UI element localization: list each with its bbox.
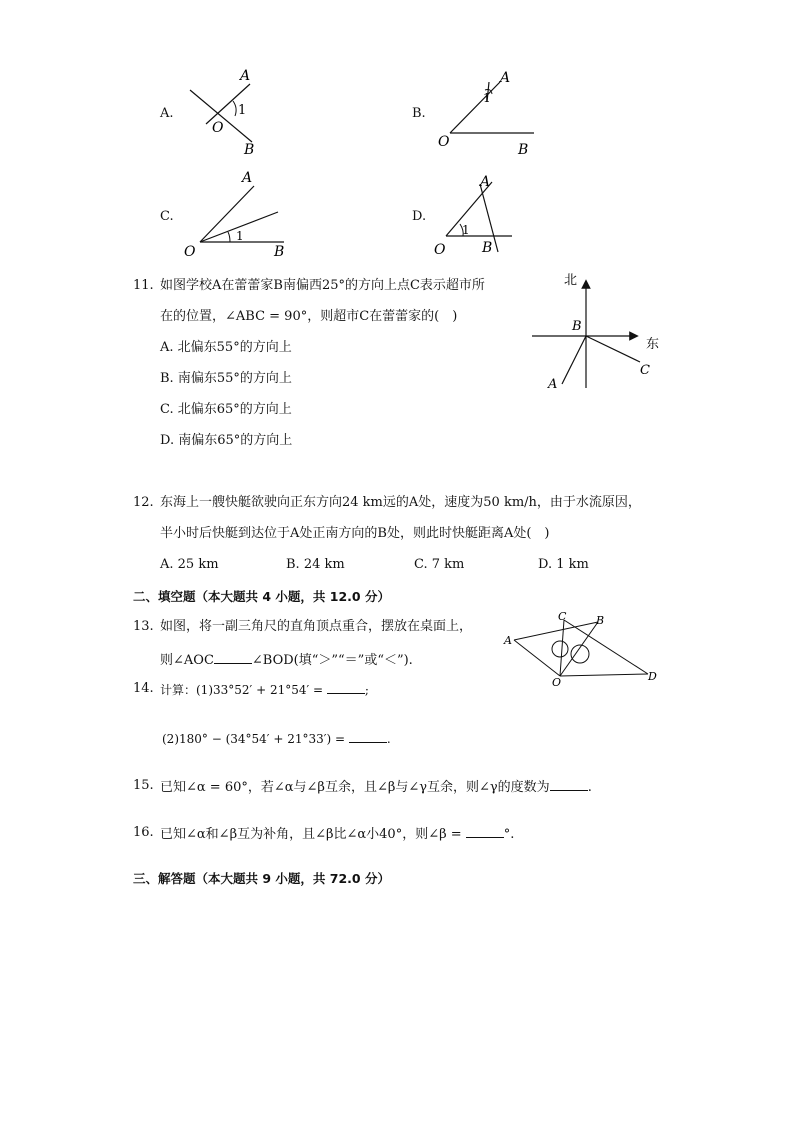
- q10-figure-b: [436, 66, 546, 158]
- q12-line2: 半小时后快艇到达位于A处正南方向的B处，则此时快艇距离A处( ): [160, 526, 550, 541]
- q16-text-post: °.: [503, 827, 515, 842]
- q16-answer-blank[interactable]: [466, 825, 504, 838]
- q12-number: 12.: [133, 495, 154, 510]
- q15-text: [160, 778, 592, 796]
- q13-label-o: O: [552, 676, 562, 688]
- q14-part1-expression: 计算：(1)33°52′ + 21°54′ =: [160, 683, 324, 697]
- q16-number: 16.: [133, 825, 154, 840]
- section-fill-in-heading: 二、填空题（本大题共 4 小题，共 12.0 分）: [133, 589, 390, 604]
- q10-option-c-key: C.: [160, 209, 174, 224]
- q10-option-d-key: D.: [412, 209, 427, 224]
- q15-answer-blank[interactable]: [550, 778, 588, 791]
- q14-part1-blank[interactable]: [327, 681, 365, 694]
- q11-number: 11.: [133, 278, 154, 293]
- q10-b-label-o: O: [438, 134, 450, 150]
- q10-d-label-1: 1: [462, 223, 470, 237]
- q10-b-label-1: 1: [483, 91, 491, 105]
- q10-figure-d: [432, 168, 542, 260]
- q14-part2-blank[interactable]: [349, 730, 387, 743]
- q13-label-a: A: [504, 634, 512, 647]
- q10-option-a-key: A.: [160, 106, 174, 121]
- q11-label-b: B: [572, 319, 582, 334]
- q10-c-label-a: A: [242, 170, 253, 186]
- q10-figure-c: [180, 168, 300, 260]
- q11-option-d: D. 南偏东65°的方向上: [160, 433, 293, 448]
- q16-text-pre: 已知∠α和∠β互为补角，且∠β比∠α小40°，则∠β =: [160, 827, 462, 842]
- section-answer-heading: 三、解答题（本大题共 9 小题，共 72.0 分）: [133, 871, 390, 886]
- north-label: 北: [564, 273, 578, 288]
- q12-option-b: B. 24 km: [286, 557, 345, 572]
- q10-c-label-o: O: [184, 244, 196, 260]
- q10-a-label-b: B: [244, 142, 255, 158]
- q10-figure-a: [186, 66, 276, 158]
- q16-text: [160, 825, 514, 843]
- q10-a-label-a: A: [240, 68, 251, 84]
- q13-line2: [160, 651, 413, 669]
- q11-option-c: C. 北偏东65°的方向上: [160, 402, 292, 417]
- q11-line1: 如图学校A在蕾蕾家B南偏西25°的方向上点C表示超市所: [160, 278, 485, 293]
- q10-b-label-a: A: [500, 70, 511, 86]
- q13-label-b: B: [596, 614, 605, 627]
- q12-option-a: A. 25 km: [160, 557, 219, 572]
- q10-option-b-key: B.: [412, 106, 426, 121]
- q10-d-label-a: A: [480, 174, 491, 190]
- q13-line1: 如图，将一副三角尺的直角顶点重合，摆放在桌面上，: [160, 619, 473, 634]
- east-label: 东: [646, 337, 660, 352]
- q13-label-d: D: [648, 670, 657, 683]
- q10-d-label-b: B: [482, 240, 493, 256]
- q14-number: 14.: [133, 681, 154, 696]
- q14-line2: [162, 730, 391, 747]
- q11-line2: 在的位置，∠ABC = 90°，则超市C在蕾蕾家的( ): [160, 309, 458, 324]
- q13-number: 13.: [133, 619, 154, 634]
- q13-answer-blank[interactable]: [214, 651, 252, 664]
- q15-text-post: .: [587, 780, 592, 795]
- q11-label-c: C: [640, 363, 650, 378]
- q13-line2-post: ∠BOD(填“＞”“＝”或“＜”).: [251, 653, 413, 668]
- q14-part2-expression: (2)180° − (34°54′ + 21°33′) =: [162, 732, 346, 746]
- q10-c-label-1: 1: [236, 229, 244, 243]
- q12-line1: 东海上一艘快艇欲驶向正东方向24 km远的A处，速度为50 km/h，由于水流原因，: [160, 495, 641, 510]
- q10-b-label-b: B: [518, 142, 529, 158]
- q12-option-d: D. 1 km: [538, 557, 589, 572]
- q15-number: 15.: [133, 778, 154, 793]
- q10-d-label-o: O: [434, 242, 446, 258]
- q15-text-pre: 已知∠α = 60°，若∠α与∠β互余，且∠β与∠γ互余，则∠γ的度数为: [160, 780, 550, 795]
- q10-c-label-b: B: [274, 244, 285, 260]
- q10-a-label-1: 1: [238, 103, 247, 118]
- q14-line1: [160, 681, 369, 698]
- q11-compass-figure: [528, 266, 668, 392]
- q13-line2-pre: 则∠AOC: [160, 653, 214, 668]
- q12-option-c: C. 7 km: [414, 557, 465, 572]
- q11-label-a: A: [548, 377, 558, 392]
- q10-a-label-o: O: [212, 120, 224, 136]
- q11-option-a: A. 北偏东55°的方向上: [160, 340, 292, 355]
- q13-label-c: C: [558, 610, 567, 623]
- q13-triangles-figure: [500, 610, 670, 688]
- q11-option-b: B. 南偏东55°的方向上: [160, 371, 292, 386]
- q14-part2-end: .: [386, 732, 391, 746]
- q14-part1-end: ;: [364, 683, 369, 697]
